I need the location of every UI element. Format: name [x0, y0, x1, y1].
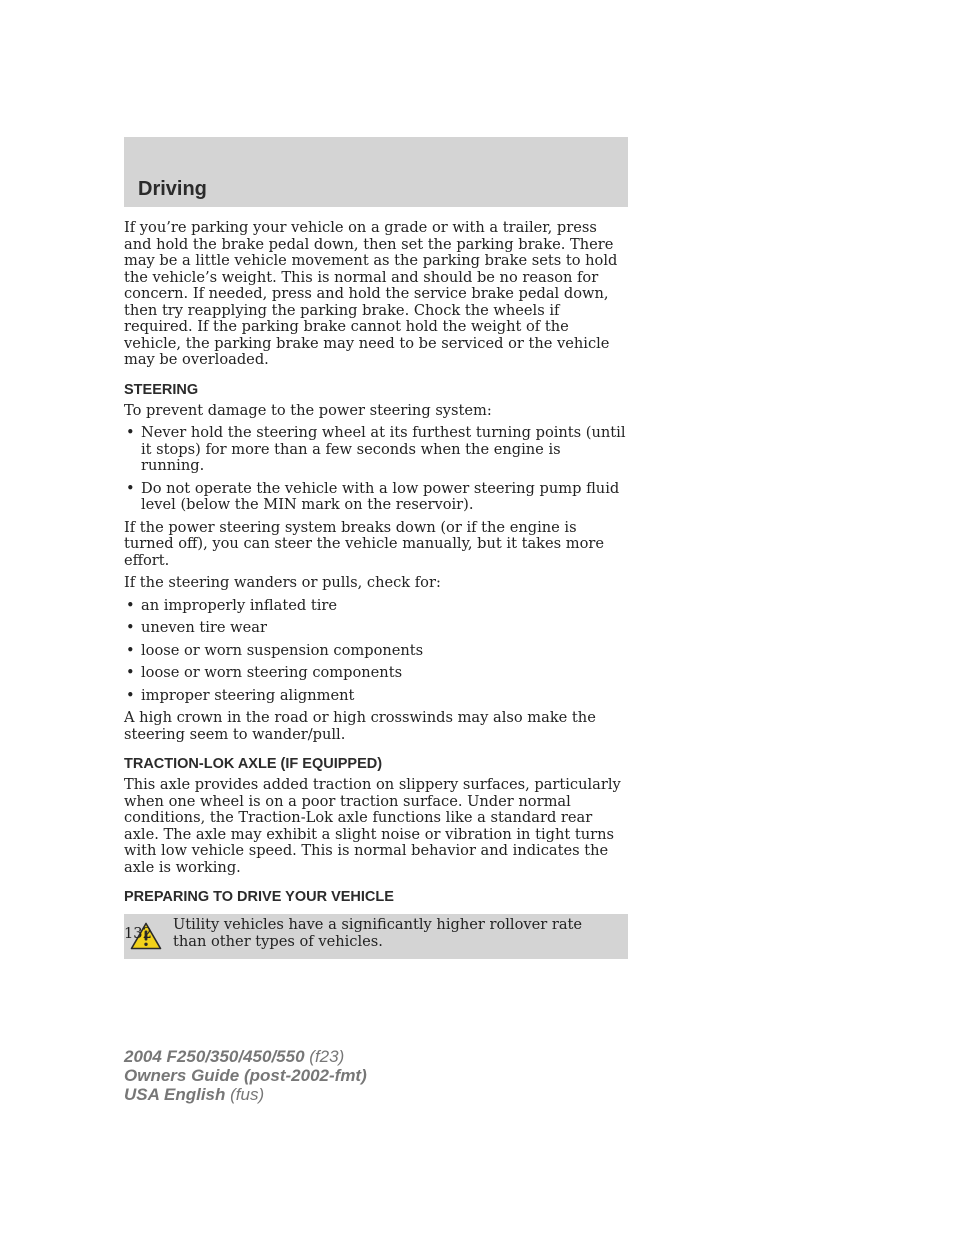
- footer-line-2: [124, 1066, 367, 1085]
- list-item: • improper steering alignment: [124, 688, 628, 705]
- steering-check-list: [124, 598, 628, 705]
- list-item: • uneven tire wear: [124, 620, 628, 637]
- list-item: • loose or worn suspension components: [124, 643, 628, 660]
- parking-grade-paragraph: If you’re parking your vehicle on a grade or with a trailer, press and hold the brake pedal down, then set the parking brake. There may be a little vehicle movement as the parking brake sets to hold the vehicle’s weight. This is normal and should be no reason for concern. If needed, press and hold the service brake pedal down, then try reapplying the parking brake. Chock the wheels if required. If the parking brake cannot hold the weight of the vehicle, the parking brake may need to be serviced or the vehicle may be overloaded.: [124, 219, 618, 368]
- list-item: • loose or worn steering components: [124, 665, 628, 682]
- page-number: 132: [124, 925, 152, 942]
- rollover-warning-box: [124, 914, 628, 959]
- traction-lok-heading: TRACTION-LOK AXLE (IF EQUIPPED): [124, 756, 383, 772]
- page-content: [124, 220, 628, 959]
- steering-breakdown-paragraph: If the power steering system breaks down (or if the engine is turned off), you can steer the vehicle manually, but it takes more effort.: [124, 518, 604, 569]
- document-footer: [124, 1047, 367, 1104]
- list-item: • Do not operate the vehicle with a low power steering pump fluid level (below the MIN mark on the reservoir).: [124, 481, 628, 514]
- section-header-band: [124, 137, 628, 207]
- list-item: • Never hold the steering wheel at its furthest turning points (until it stops) for more than a few seconds when the engine is running.: [124, 425, 628, 475]
- list-item: • an improperly inflated tire: [124, 598, 628, 615]
- section-title: Driving: [138, 178, 207, 200]
- traction-lok-paragraph: This axle provides added traction on slippery surfaces, particularly when one wheel is on a poor traction surface. Under normal conditions, the Traction-Lok axle functions like a standard rear axle. The axle may exhibit a slight noise or vibration in tight turns with low vehicle speed. This is normal behavior and indicates the axle is working.: [124, 776, 621, 876]
- footer-language-code: (fus): [230, 1085, 265, 1104]
- steering-crown-paragraph: A high crown in the road or high crosswinds may also make the steering seem to wander/pull.: [124, 709, 596, 743]
- footer-guide-type: Owners Guide (post-2002-fmt): [124, 1066, 367, 1085]
- footer-model-code: (f23): [309, 1047, 345, 1066]
- preparing-heading: PREPARING TO DRIVE YOUR VEHICLE: [124, 889, 394, 905]
- steering-intro: To prevent damage to the power steering system:: [124, 401, 492, 419]
- footer-language: USA English: [124, 1085, 226, 1104]
- steering-heading: STEERING: [124, 381, 199, 398]
- footer-line-3: [124, 1085, 367, 1104]
- rollover-warning-text: Utility vehicles have a significantly higher rollover rate than other types of vehicles.: [173, 916, 583, 950]
- footer-line-1: [124, 1047, 367, 1066]
- steering-prevent-list: [124, 425, 628, 514]
- steering-wander-intro: If the steering wanders or pulls, check for:: [124, 574, 441, 591]
- footer-model: 2004 F250/350/450/550: [124, 1047, 305, 1066]
